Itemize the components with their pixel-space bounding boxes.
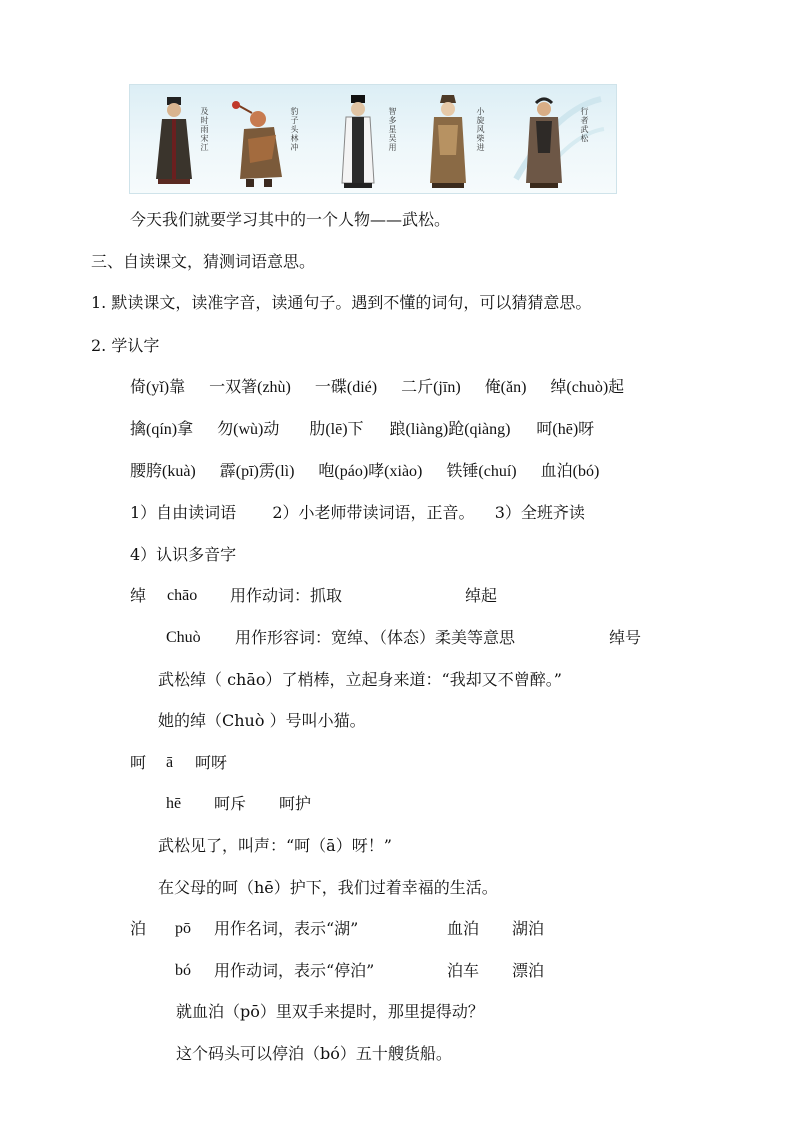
poly-po-reading-2-word-1: 泊车 <box>447 961 480 980</box>
vocab-item: 俺(ǎn) <box>484 379 527 396</box>
poly-he-reading-2-word-2: 呵护 <box>279 794 312 813</box>
poly-po-reading-1-usage: 用作名词，表示“湖” <box>214 919 359 938</box>
poly-chuo-example-2: 她的绰（Chuò ）号叫小猫。 <box>158 711 366 730</box>
lin-chong-figure <box>228 99 288 189</box>
poly-po-example-1: 就血泊（pō）里双手来提时，那里提得动？ <box>176 1002 484 1021</box>
vocab-item: 咆(páo)哮(xiào) <box>318 463 423 480</box>
caption-wu-yong: 智多星吴用 <box>388 107 397 152</box>
vocab-item: 倚(yǐ)靠 <box>130 379 186 396</box>
poly-po-reading-1-word-2: 湖泊 <box>512 919 545 938</box>
poly-he-reading-1-word: 呵呀 <box>195 753 228 772</box>
vocab-row-2 <box>130 419 594 441</box>
poly-chuo-reading-1-usage: 用作动词：抓取 <box>230 586 343 605</box>
vocab-item: 二斤(jīn) <box>401 379 461 396</box>
vocab-item: 擒(qín)拿 <box>130 421 194 438</box>
section-3-heading: 三、自读课文，猜测词语意思。 <box>91 252 316 271</box>
vocab-item: 呵(hē)呀 <box>536 421 595 438</box>
poly-po-reading-2-word-2: 漂泊 <box>512 961 545 980</box>
poly-chuo-char: 绰 <box>130 586 147 605</box>
poly-he-reading-2-pinyin: hē <box>166 795 182 812</box>
poly-he-reading-1-pinyin: ā <box>166 754 174 771</box>
vocab-item: 勿(wù)动 <box>217 421 280 438</box>
tasks-row <box>130 502 585 524</box>
vocab-item: 腰胯(kuà) <box>130 463 196 480</box>
vocab-item: 血泊(bó) <box>540 463 600 480</box>
poly-he-reading-2-word-1: 呵斥 <box>214 794 247 813</box>
vocab-item: 绰(chuò)起 <box>550 379 625 396</box>
caption-song-jiang: 及时雨宋江 <box>200 107 209 152</box>
vocab-item: 踉(liàng)跄(qiàng) <box>389 421 511 438</box>
intro-text: 今天我们就要学习其中的一个人物——武松。 <box>130 210 451 229</box>
caption-lin-chong: 豹子头林冲 <box>290 107 299 152</box>
vocab-item: 霹(pī)雳(lì) <box>219 463 295 480</box>
poly-po-reading-2-usage: 用作动词，表示“停泊” <box>214 961 375 980</box>
task-3: 3）全班齐读 <box>494 503 585 522</box>
poly-he-char: 呵 <box>130 753 147 772</box>
poly-chuo-example-1: 武松绰（ chāo）了梢棒，立起身来道：“我却又不曾醉。” <box>158 670 562 689</box>
poly-po-reading-1-word-1: 血泊 <box>447 919 480 938</box>
vocab-item: 铁锤(chuí) <box>446 463 517 480</box>
task-4: 4）认识多音字 <box>130 545 237 564</box>
poly-chuo-reading-2-usage: 用作形容词：宽绰、（体态）柔美等意思 <box>235 628 516 647</box>
poly-he-example-1: 武松见了，叫声：“呵（ā）呀！” <box>158 836 392 855</box>
vocab-item: 一碟(dié) <box>314 379 378 396</box>
caption-chai-jin: 小旋风柴进 <box>476 107 485 152</box>
poly-po-char: 泊 <box>130 919 147 938</box>
song-jiang-figure <box>152 95 196 187</box>
poly-he-example-2: 在父母的呵（hē）护下，我们过着幸福的生活。 <box>158 878 498 897</box>
task-2: 2）小老师带读词语，正音。 <box>272 503 475 522</box>
caption-wu-song: 行者武松 <box>580 107 589 143</box>
vocab-row-3 <box>130 461 599 483</box>
vocab-row-1 <box>130 377 624 399</box>
wu-song-figure <box>522 97 566 189</box>
step-1-text: 1. 默读课文，读准字音，读通句子。遇到不懂的词句，可以猜猜意思。 <box>91 293 592 312</box>
task-1: 1）自由读词语 <box>130 503 237 522</box>
poly-po-example-2: 这个码头可以停泊（bó）五十艘货船。 <box>176 1044 452 1063</box>
poly-chuo-reading-2-word: 绰号 <box>609 628 642 647</box>
poly-po-reading-2-pinyin: bó <box>175 962 191 979</box>
heroes-banner <box>129 84 617 194</box>
chai-jin-figure <box>426 95 470 189</box>
poly-chuo-reading-1-word: 绰起 <box>465 586 498 605</box>
step-2-heading: 2. 学认字 <box>91 336 160 355</box>
poly-chuo-reading-1-pinyin: chāo <box>167 587 198 604</box>
poly-po-reading-1-pinyin: pō <box>175 920 191 937</box>
vocab-item: 肋(lē)下 <box>309 421 364 438</box>
vocab-item: 一双箸(zhù) <box>209 379 291 396</box>
poly-chuo-reading-2-pinyin: Chuò <box>166 629 201 646</box>
wu-yong-figure <box>338 95 378 189</box>
